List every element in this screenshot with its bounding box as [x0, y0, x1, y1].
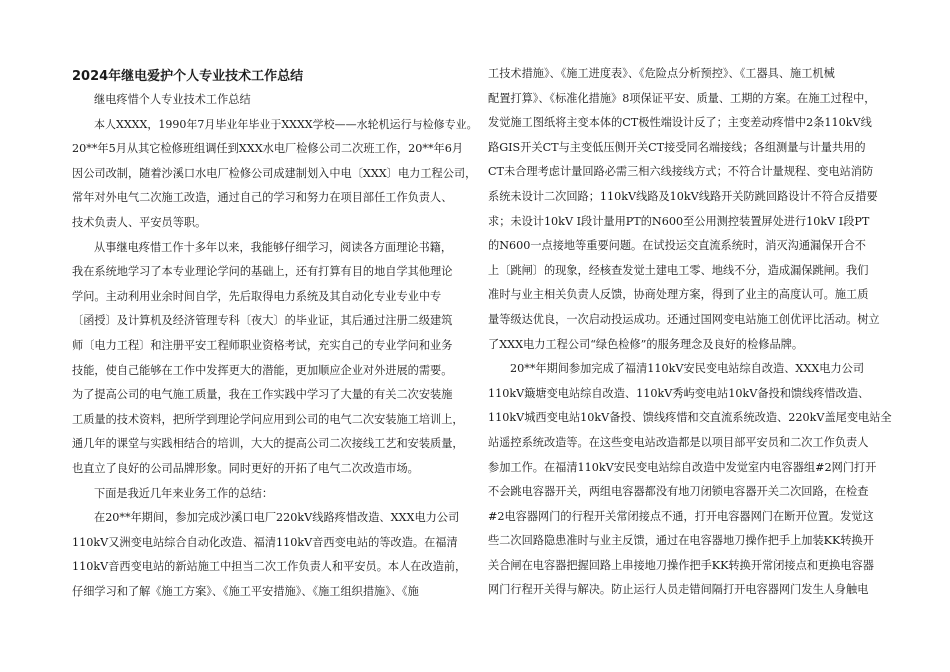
text-line: 关合闸在电容器把握回路上串接地刀操作把手KK转换开常闭接点和更换电容器 [488, 558, 874, 572]
text-line: 上〔跳闸〕的现象，经核查发觉土建电工零、地线不分，造成漏保跳闸。我们 [488, 263, 869, 277]
text-line: 工质量的技术资料，把所学到理论学问应用到公司的电气二次安装施工培训上， [72, 412, 464, 426]
text-line: 为了提高公司的电气施工质量，我在工作实践中学习了大量的有关二次安装施 [72, 388, 453, 402]
text-line: 准时与业主相关负责人反馈，协商处理方案，得到了业主的高度认可。施工质 [488, 288, 869, 302]
text-line: 的N600一点接地等重要问题。在试投运交直流系统时，消灭沟通漏保开合不 [488, 239, 866, 253]
text-line: 路GIS开关CT与主变低压侧开关CT接受同名端接线；各组测量与计量共用的 [488, 140, 866, 154]
text-line: 〔函授〕及计算机及经济管理专科〔夜大〕的毕业证，其后通过注册二级建筑 [72, 314, 453, 328]
left-column [72, 62, 482, 604]
text-line: 些二次回路隐患准时与业主反馈，通过在电容器地刀操作把手上加装KK转换开 [488, 534, 874, 548]
text-line: 参加工作。在福清110kV安民变电站综自改造中发觉室内电容器组#2网门打开 [488, 460, 877, 474]
right-column [488, 62, 898, 603]
text-line: 求；未设计10kV Ⅰ段计量用PT的N600至公用测控装置屏处进行10kV Ⅰ段PT [488, 214, 870, 228]
text-line: 20**年5月从其它检修班组调任到XXX水电厂检修公司二次班工作，20**年6月 [72, 142, 464, 156]
text-line: 学问。主动利用业余时间自学，先后取得电力系统及其自动化专业专业中专 [72, 289, 442, 303]
text-line: 也直立了良好的公司品牌形象。同时更好的开拓了电气二次改造市场。 [72, 461, 419, 475]
text-line: 技能，使自己能够在工作中发挥更大的潜能，更加顺应企业对外进展的需要。 [72, 363, 453, 377]
text-line: 从事继电疼惜工作十多年以来，我能够仔细学习，阅读各方面理论书籍， [94, 240, 453, 254]
text-line: 常年对外电气二次施工改造，通过自己的学习和努力在项目部任工作负责人、 [72, 191, 453, 205]
text-line: 继电疼惜个人专业技术工作总结 [94, 93, 251, 106]
text-line: 量等级达优良，一次启动投运成功。还通过国网变电站施工创优评比活动。树立 [488, 312, 880, 326]
text-line: 师〔电力工程〕和注册平安工程师职业资格考试，充实自己的专业学问和业务 [72, 338, 453, 352]
text-line: 下面是我近几年来业务工作的总结： [94, 486, 274, 500]
text-line: #2电容器网门的行程开关常闭接点不通，打开电容器网门在断开位置。发觉这 [488, 509, 874, 523]
text-line: 发觉施工图纸将主变本体的CT极性端设计反了；主变差动疼惜中2条110kV线 [488, 116, 872, 130]
text-line: 工技术措施》、《施工进度表》、《危险点分析预控》、《工器具、施工机械 [488, 67, 835, 80]
text-line: 110kV簸塘变电站综自改造、110kV秀屿变电站10kV备投和馈线疼惜改造、 [488, 386, 870, 400]
text-line: 站遥控系统改造等。在这些变电站改造都是以项目部平安员和二次工作负责人 [488, 435, 869, 449]
text-line: 110kV城西变电站10kV备投、馈线疼惜和交直流系统改造、220kV盖尾变电站全 [488, 411, 892, 425]
text-line: 仔细学习和了解《施工方案》、《施工平安措施》、《施工组织措施》、《施 [72, 584, 419, 598]
text-line: 110kV音西变电站的新站施工中担当二次工作负责人和平安员。本人在改造前， [72, 560, 467, 574]
text-line: 110kV又洲变电站综合自动化改造、福清110kV音西变电站的等改造。在福清 [72, 535, 458, 549]
text-line: 技术负责人、平安员等职。 [72, 215, 207, 229]
text-line: 我在系统地学习了本专业理论学问的基础上，还有打算有目的地自学其他理论 [72, 265, 453, 279]
text-line: 配置打算》、《标准化措施》8项保证平安、质量、工期的方案。在施工过程中， [488, 91, 876, 105]
text-line: 20**年期间参加完成了福清110kV安民变电站综自改造、XXX电力公司 [510, 362, 865, 376]
text-line: 因公司改制，随着沙溪口水电厂检修公司成建制划入中电〔XXX〕电力工程公司， [72, 166, 477, 180]
text-line: 在20**年期间，参加完成沙溪口电厂220kV线路疼惜改造、XXX电力公司 [94, 511, 460, 525]
text-line: 系统未设计二次回路；110kV线路及10kV线路开关防跳回路设计不符合反措要 [488, 189, 878, 203]
text-line: 通几年的课堂与实践相结合的培训，大大的提高公司二次接线工艺和安装质量， [72, 437, 464, 451]
text-line: 了XXX电力工程公司“绿色检修”的服务理念及良好的检修品牌。 [488, 337, 804, 351]
text-line: 本人XXXX，1990年7月毕业年毕业于XXXX学校——水轮机运行与检修专业。 [94, 117, 478, 131]
document-title: 2024年继电爱护个人专业技术工作总结 [72, 69, 304, 84]
text-line: CT未合理考虑计量回路必需三相六线接线方式；不符合计量规程、变电站消防 [488, 165, 874, 179]
text-line: 不会跳电容器开关，两组电容器都没有地刀闭锁电容器开关二次回路，在检查 [488, 485, 869, 499]
text-line: 网门行程开关得与解决。防止运行人员走错间隔打开电容器网门发生人身触电 [488, 583, 869, 597]
